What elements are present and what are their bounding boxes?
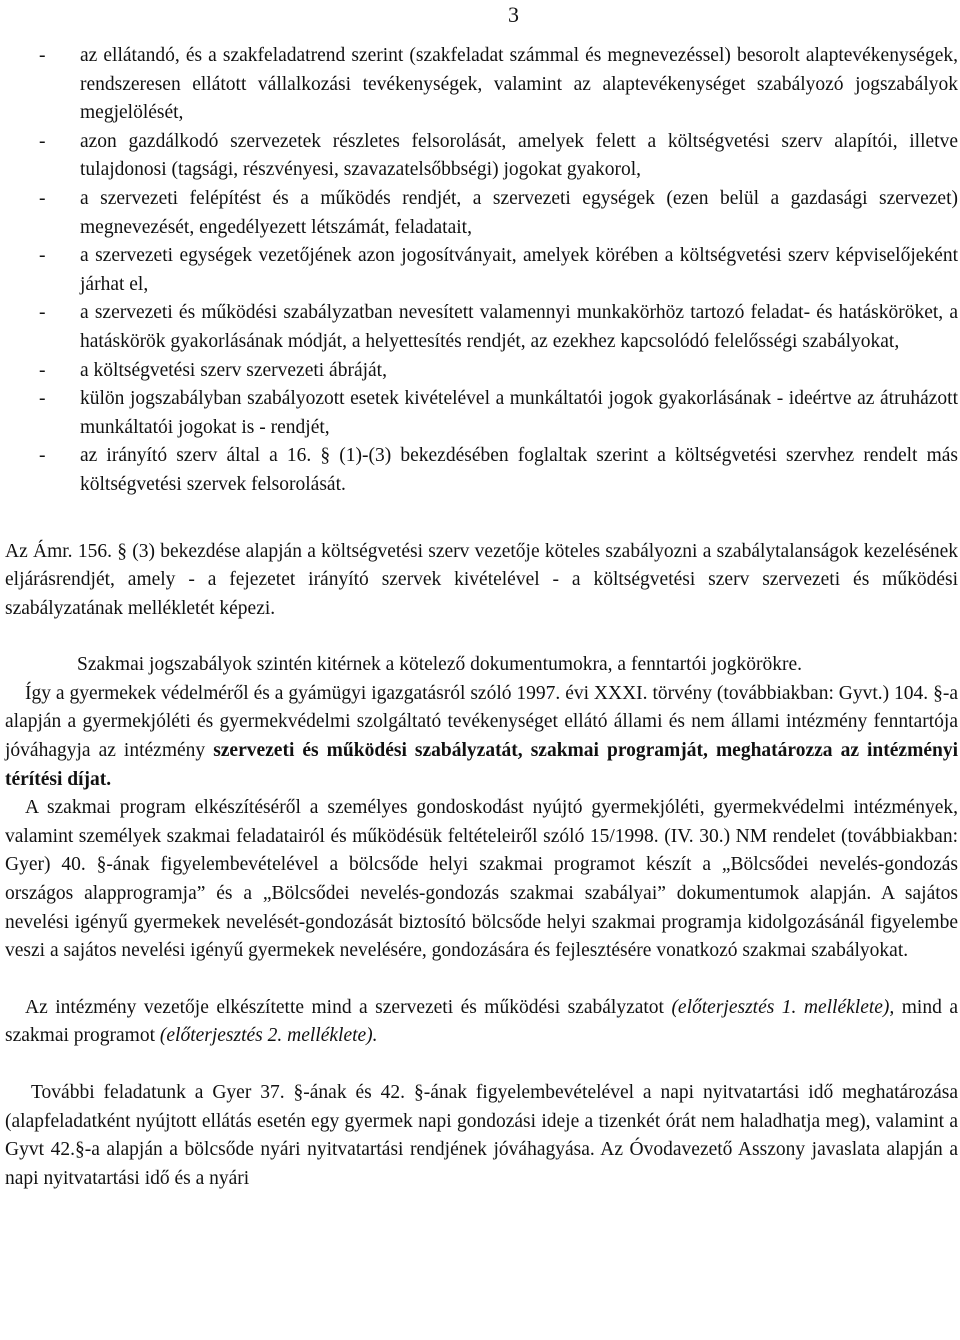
szakmai-paragraph: Szakmai jogszabályok szintén kitérnek a kötelező dokumentumokra, a fenntartói jogkörökre. xyxy=(77,654,803,676)
gyvt-paragraph: Így a gyermekek védelméről és a gyámügyi igazgatásról szóló 1997. évi XXXI. törvény (továbbiakban: Gyvt.) 104. §-a alapján a gyermekjóléti és gyermekvédelmi szolgáltató tevékenységet ellátó állami és nem állami intézmény fenntartója jóváhagyja az intézmény szervezeti és működési szabályzatát, szakmai programját, meghatározza az intézményi térítési díjat. xyxy=(5,682,958,790)
bullet-list xyxy=(5,42,958,500)
list-item: - a költségvetési szerv szervezeti ábráját, xyxy=(39,359,387,381)
page-number: 3 xyxy=(508,2,519,27)
program-paragraph: A szakmai program elkészítéséről a személyes gondoskodást nyújtó gyermekjóléti, gyermekvédelmi intézmények, valamint személyek szakmai feladatairól és működésük feltételeiről szóló 15/1998. (IV. 30.) NM rendelet (továbbiakban: Gyer) 40. §-ának figyelembevételével a bölcsőde helyi szakmai programot készít a „Bölcsődei nevelés-gondozás országos alapprogramja” és a „Bölcsődei nevelés-gondozás szakmai szabályai” dokumentumok alapján. A sajátos nevelési igényű gyermekek nevelését-gondozását biztosító bölcsőde helyi szakmai programja kidolgozásánál figyelembe veszi a sajátos nevelési igényű gyermekek nevelésére, gondozására és fejlesztésére vonatkozó szakmai szabályokat. xyxy=(5,797,958,962)
list-item: - a szervezeti és működési szabályzatban nevesített valamennyi munkakörhöz tartozó feladat- és hatásköröket, a hatáskörök gyakorlásának módját, a helyettesítés rendjét, az ezekhez kapcsolódó felelősségi szabályokat, xyxy=(39,302,958,352)
gyvt-bold-text: szervezeti és működési szabályzatát, szakmai programját, meghatározza az intézményi térítési díjat. xyxy=(5,740,958,790)
amr-paragraph: Az Ámr. 156. § (3) bekezdése alapján a költségvetési szerv vezetője köteles szabályozni a szabálytalanságok kezelésének eljárásrendjét, amely - a fejezetet irányító szervek kivételével - a költségvetési szerv szervezeti és működési szabályzatának mellékletét képezi. xyxy=(5,540,958,619)
document-body xyxy=(5,42,958,1193)
list-item: - azon gazdálkodó szervezetek részletes felsorolását, amelyek felett a költségvetési szerv alapítói, illetve tulajdonosi (tagsági, részvényesi, szavazatelsőbbségi) jogokat gyakorol, xyxy=(39,130,958,181)
list-item: - a szervezeti egységek vezetőjének azon jogosítványait, amelyek körében a költségvetési szerv képviselőjeként járhat el, xyxy=(39,245,958,295)
list-item: - az ellátandó, és a szakfeladatrend szerint (szakfeladat számmal és megnevezéssel) besorolt alaptevékenységek, rendszeresen ellátott vállalkozási tevékenységek, valamint az alaptevékenységet szabályozó jogszabályok megjelölését, xyxy=(39,45,958,124)
tovabbi-paragraph: További feladatunk a Gyer 37. §-ának és 42. §-ának figyelembevételével a napi nyitvatartási idő meghatározása (alapfeladatként nyújtott ellátás esetén egy gyermek napi gondozási ideje a tizenkét órát nem haladhatja meg), valamint a Gyvt 42.§-a alapján a bölcsőde nyári nyitvatartási rendjének jóváhagyása. Az Óvodavezető Asszony javaslata alapján a napi nyitvatartási idő és a nyári xyxy=(5,1082,958,1189)
list-item: - külön jogszabályban szabályozott esetek kivételével a munkáltatói jogok gyakorlásának - ideértve az átruházott munkáltatói jogokat is - rendjét, xyxy=(39,388,958,438)
list-item: - az irányító szerv által a 16. § (1)-(3) bekezdésében foglaltak szerint a költségvetési szervhez rendelt más költségvetési szervek felsorolását. xyxy=(39,445,958,495)
list-item: - a szervezeti felépítést és a működés rendjét, a szervezeti egységek (ezen belül a gazdasági szervezet) megnevezését, engedélyezett létszámát, feladatait, xyxy=(39,187,958,238)
vezeto-paragraph: Az intézmény vezetője elkészítette mind a szervezeti és működési szabályzatot (előterjesztés 1. melléklete), mind a szakmai programot (előterjesztés 2. melléklete). xyxy=(5,996,958,1047)
